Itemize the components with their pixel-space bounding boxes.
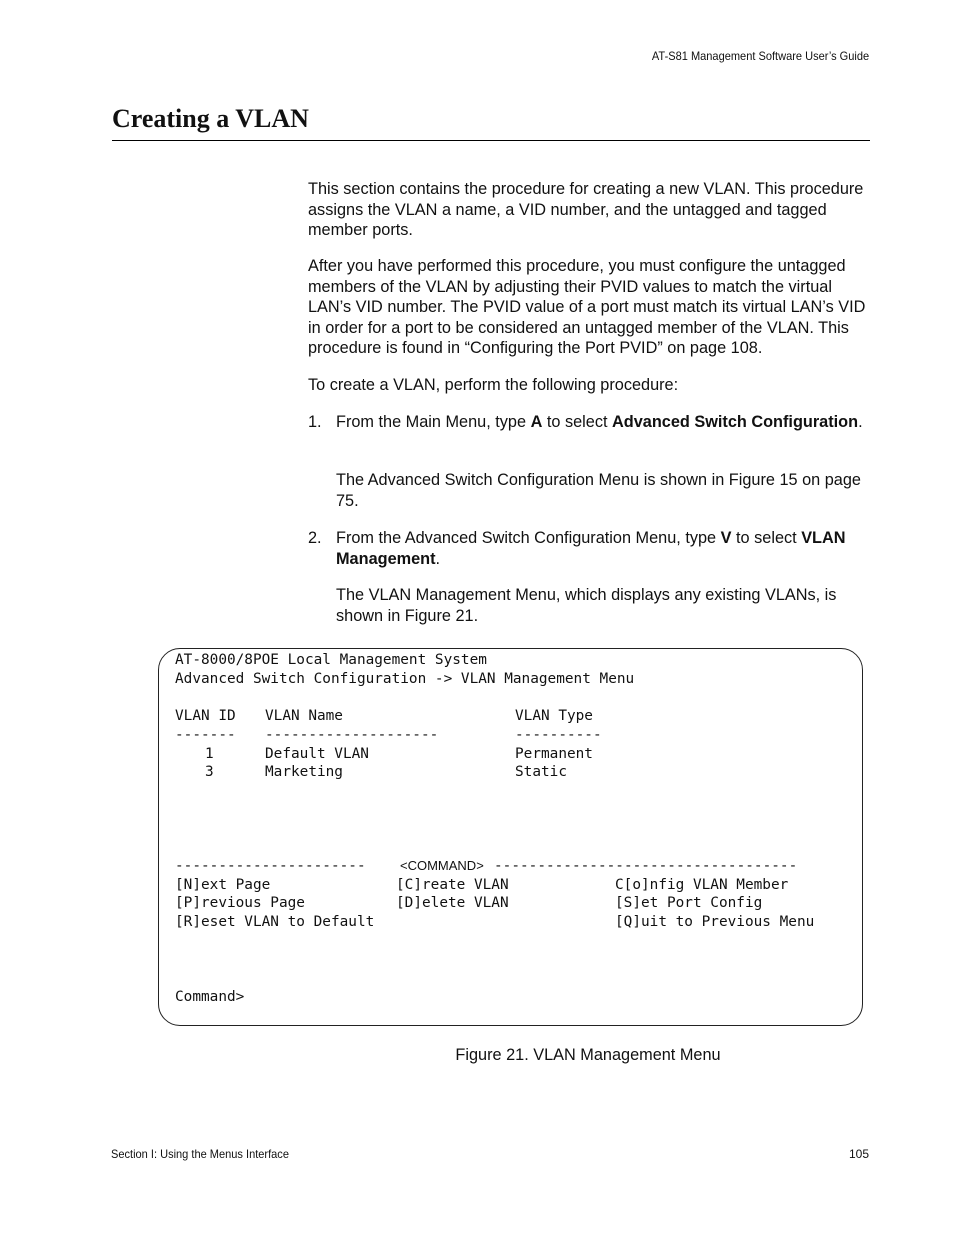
figure-caption: Figure 21. VLAN Management Menu <box>455 1046 721 1064</box>
paragraph-text: After you have performed this procedure, you must configure the untagged members of the VLAN by adjusting their PVID values to match the virtual LAN’s VID number. The PVID value of a port must match its virtual LAN’s VID in order for a port to be considered an untagged member of the VLAN. This procedure is found in “Configuring the Port PVID” on page 108. <box>308 257 866 357</box>
section-title: Creating a VLAN <box>112 104 309 133</box>
command-config-vlan-member: C[o]nfig VLAN Member <box>615 877 789 893</box>
command-quit: [Q]uit to Previous Menu <box>615 914 815 930</box>
step-text: From the Main Menu, type A to select Advanced Switch Configuration. <box>336 413 863 431</box>
column-header-vlan-id: VLAN ID <box>175 708 236 724</box>
command-rule-right: ----------------------------------- <box>494 858 798 874</box>
column-rule: ------- <box>175 727 236 743</box>
page-number: 105 <box>848 1147 869 1161</box>
command-create-vlan: [C]reate VLAN <box>396 877 509 893</box>
paragraph-text: This section contains the procedure for creating a new VLAN. This procedure assigns the VLAN a name, a VID number, and the untagged and tagged member ports. <box>308 180 864 239</box>
step-number: 1. <box>308 413 322 431</box>
command-reset-vlan: [R]eset VLAN to Default <box>175 914 375 930</box>
step-number: 2. <box>308 529 322 547</box>
command-rule-left: ---------------------- <box>175 858 366 874</box>
table-row-type: Static <box>515 764 567 780</box>
command-label: <COMMAND> <box>400 858 484 873</box>
column-rule: -------------------- <box>265 727 439 743</box>
table-row-name: Marketing <box>265 764 343 780</box>
command-previous-page: [P]revious Page <box>175 895 305 911</box>
paragraph-text: To create a VLAN, perform the following procedure: <box>308 376 679 394</box>
procedure-intro <box>308 375 870 396</box>
pvid-paragraph <box>308 256 870 359</box>
command-delete-vlan: [D]elete VLAN <box>396 895 509 911</box>
column-header-vlan-name: VLAN Name <box>265 708 343 724</box>
title-rule <box>112 140 870 141</box>
command-prompt: Command> <box>175 989 245 1005</box>
intro-paragraph <box>308 179 870 241</box>
terminal-screen-frame <box>158 648 863 1026</box>
footer-section: Section I: Using the Menus Interface <box>111 1147 289 1161</box>
table-row-name: Default VLAN <box>265 746 369 762</box>
table-row-id: 1 <box>205 746 214 762</box>
command-next-page: [N]ext Page <box>175 877 271 893</box>
column-rule: ---------- <box>515 727 602 743</box>
terminal-system-title: AT-8000/8POE Local Management System <box>175 652 487 668</box>
step-text: From the Advanced Switch Configuration Menu, type V to select VLAN Management. <box>336 529 846 568</box>
table-row-type: Permanent <box>515 746 593 762</box>
terminal-breadcrumb: Advanced Switch Configuration -> VLAN Management Menu <box>175 671 635 687</box>
table-row-id: 3 <box>205 764 214 780</box>
command-set-port-config: [S]et Port Config <box>615 895 763 911</box>
running-header: AT-S81 Management Software User’s Guide <box>651 49 869 63</box>
column-header-vlan-type: VLAN Type <box>515 708 593 724</box>
